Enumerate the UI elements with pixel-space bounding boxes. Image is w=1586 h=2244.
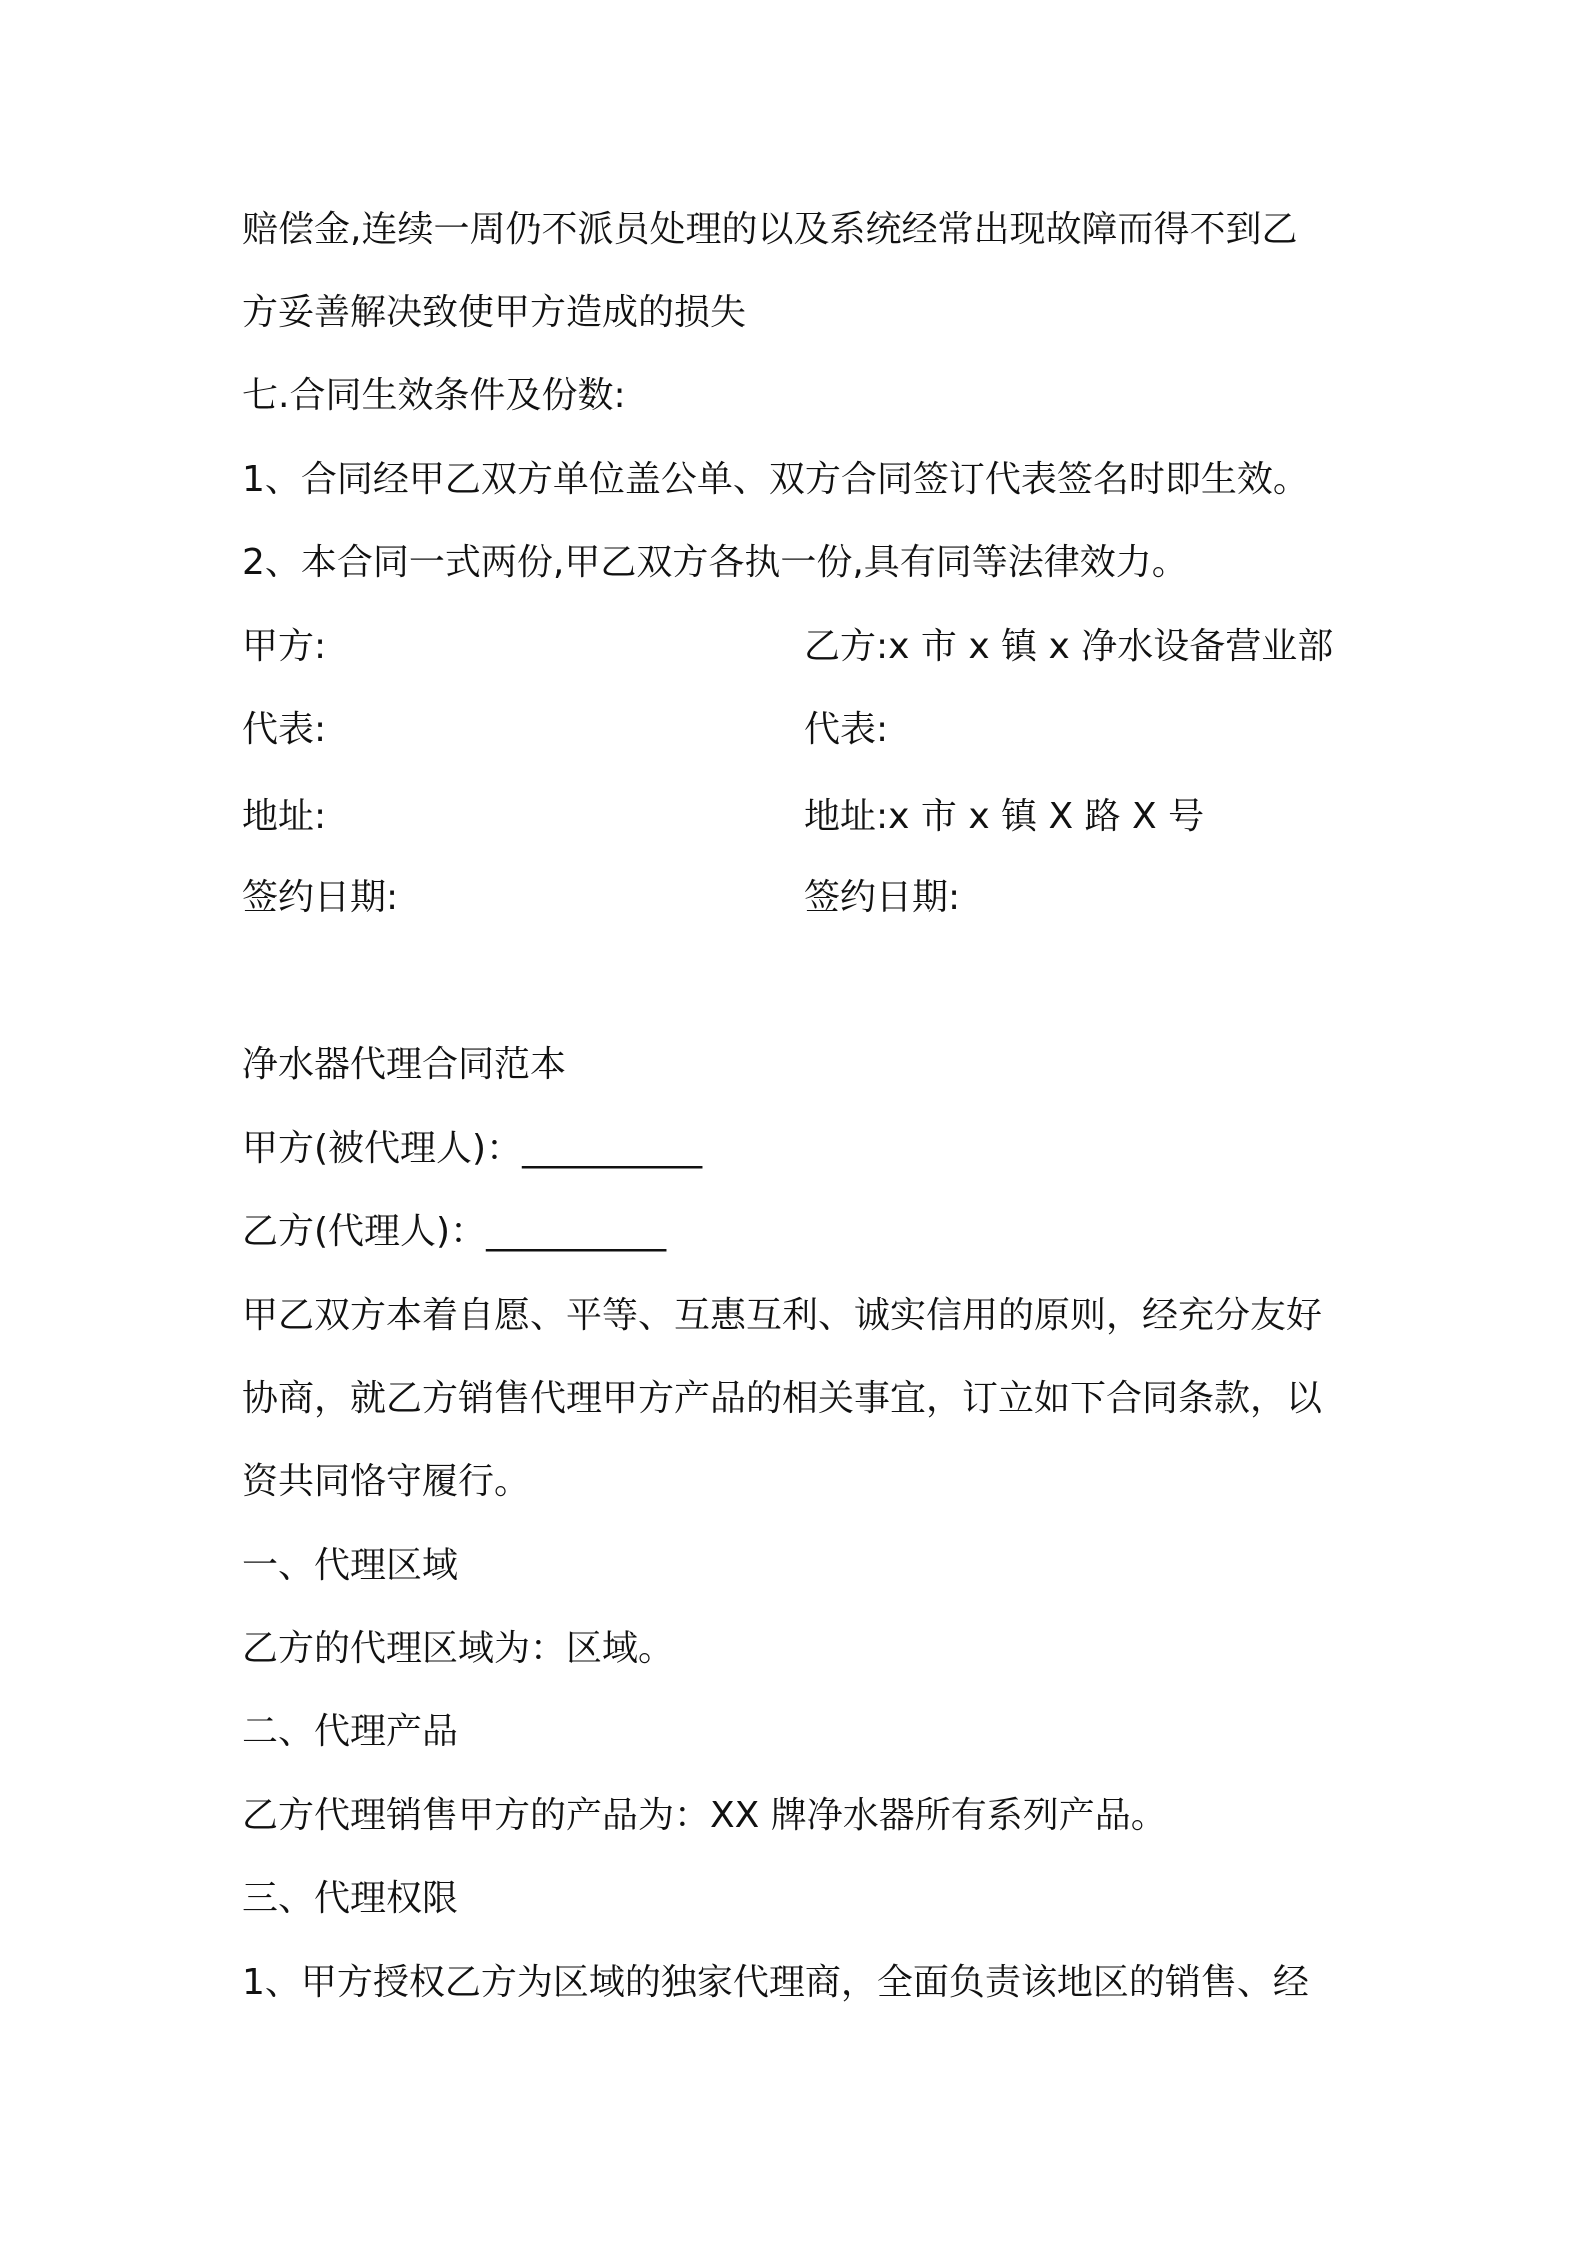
intro-line-3: 资共同恪守履行。 <box>242 1461 531 1502</box>
party-a-representative: 代表: <box>242 709 327 750</box>
contract-party-b: 乙方(代理人)：__________ <box>242 1211 667 1252</box>
section3-item-1: 1、甲方授权乙方为区域的独家代理商，全面负责该地区的销售、经 <box>242 1962 1309 2003</box>
section1-body: 乙方的代理区域为：区域。 <box>242 1628 675 1669</box>
intro-line-2: 协商，就乙方销售代理甲方产品的相关事宜，订立如下合同条款，以 <box>242 1378 1323 1419</box>
party-a-label: 甲方: <box>242 626 327 667</box>
section2-body: 乙方代理销售甲方的产品为：XX 牌净水器所有系列产品。 <box>242 1795 1167 1836</box>
party-a-address: 地址: <box>242 796 327 837</box>
section7-heading: 七.合同生效条件及份数: <box>242 375 626 416</box>
party-b-label: 乙方:x 市 x 镇 x 净水设备营业部 <box>804 626 1334 667</box>
contract-title: 净水器代理合同范本 <box>242 1044 567 1085</box>
section3-heading: 三、代理权限 <box>242 1878 459 1919</box>
continuation-line-2: 方妥善解决致使甲方造成的损失 <box>242 292 747 333</box>
party-b-sign-date: 签约日期: <box>804 877 961 918</box>
contract-party-a: 甲方(被代理人)：__________ <box>242 1128 703 1169</box>
intro-line-1: 甲乙双方本着自愿、平等、互惠互利、诚实信用的原则，经充分友好 <box>242 1295 1323 1336</box>
continuation-line-1: 赔偿金,连续一周仍不派员处理的以及系统经常出现故障而得不到乙 <box>242 209 1298 250</box>
section7-item-1: 1、合同经甲乙双方单位盖公单、双方合同签订代表签名时即生效。 <box>242 459 1309 500</box>
section7-item-2: 2、本合同一式两份,甲乙双方各执一份,具有同等法律效力。 <box>242 542 1188 583</box>
party-a-sign-date: 签约日期: <box>242 877 399 918</box>
party-b-representative: 代表: <box>804 709 889 750</box>
section1-heading: 一、代理区域 <box>242 1545 459 1586</box>
party-b-address: 地址:x 市 x 镇 X 路 X 号 <box>804 796 1205 837</box>
section2-heading: 二、代理产品 <box>242 1711 459 1752</box>
